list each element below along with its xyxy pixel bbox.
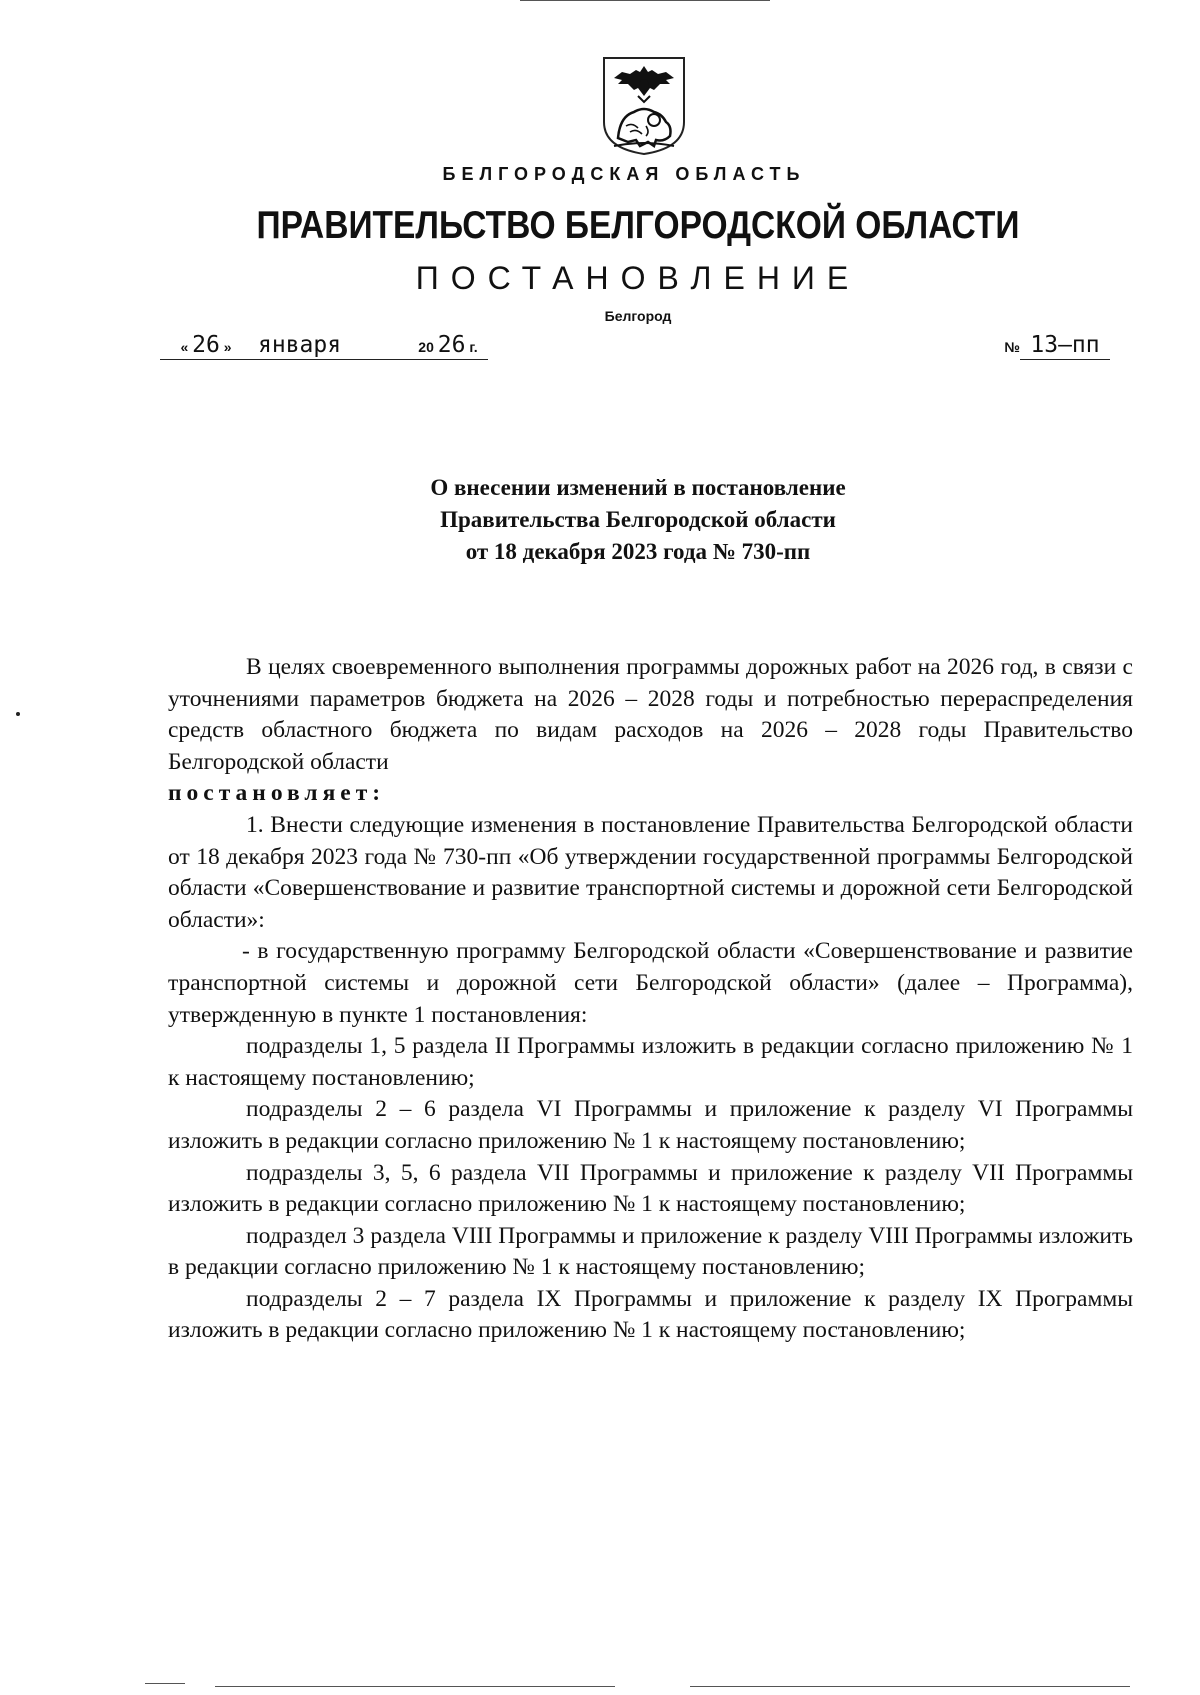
subitem-paragraph: подраздел 3 раздела VIII Программы и приложение к разделу VIII Программы изложить в редакции согласно приложению № 1 к настоящему постановлению; — [168, 1222, 1133, 1281]
subject-line: Правительства Белгородской области — [440, 507, 836, 532]
number-field — [1020, 333, 1110, 360]
date-day: 26 — [192, 332, 220, 358]
preamble-paragraph — [168, 652, 1133, 778]
resolves-line — [168, 778, 1133, 810]
region-label: БЕЛГОРОДСКАЯ ОБЛАСТЬ — [442, 164, 806, 184]
coat-of-arms-icon — [600, 56, 688, 156]
document-number — [1004, 333, 1110, 360]
scan-artifact — [215, 1686, 615, 1687]
subitem-paragraph: подразделы 2 – 7 раздела IX Программы и приложение к разделу IX Программы изложить в редакции согласно приложению № 1 к настоящему постановлению; — [168, 1285, 1133, 1344]
document-date — [160, 333, 488, 360]
subject-line: от 18 декабря 2023 года № 730-пп — [465, 539, 811, 564]
open-quote: « — [180, 339, 189, 355]
scan-speck — [16, 712, 20, 716]
subitem-paragraph: подразделы 1, 5 раздела II Программы изложить в редакции согласно приложению № 1 к настоящему постановлению; — [168, 1033, 1133, 1091]
date-month-field — [252, 333, 408, 360]
scan-artifact — [145, 1683, 185, 1684]
subject-line: О внесении изменений в постановление — [430, 475, 846, 500]
date-day-field — [160, 333, 252, 360]
number-value: 13–пп — [1030, 332, 1100, 358]
preamble-text: В целях своевременного выполнения программы дорожных работ на 2026 год, в связи с уточнениями параметров бюджета на 2026 – 2028 годы и потребностью перераспределения средств областного бюджета по видам расходов на 2026 – 2028 годы Правительство Белгородской области — [168, 654, 1133, 775]
date-year: 26 — [437, 332, 466, 358]
date-century: 20 — [418, 339, 434, 355]
resolves-word: постановляет: — [168, 780, 386, 807]
subitem-paragraph: подразделы 2 – 6 раздела VI Программы и приложение к разделу VI Программы изложить в редакции согласно приложению № 1 к настоящему постановлению; — [168, 1096, 1133, 1154]
number-label: № — [1004, 339, 1020, 355]
date-year-suffix: г. — [469, 339, 478, 355]
document-body — [168, 652, 1133, 1347]
date-year-field — [408, 333, 488, 360]
document-subject — [0, 472, 1200, 568]
city-label: Белгород — [604, 308, 672, 324]
government-title: ПРАВИТЕЛЬСТВО БЕЛГОРОДСКОЙ ОБЛАСТИ — [256, 204, 1020, 247]
subitem-paragraph: подразделы 3, 5, 6 раздела VII Программы и приложение к разделу VII Программы изложить в редакции согласно приложению № 1 к настоящему постановлению; — [168, 1159, 1133, 1218]
item-dash-paragraph: - в государственную программу Белгородской области «Совершенствование и развитие транспортной системы и дорожной сети Белгородской области» (далее – Программа), утвержденную в пункте 1 постановления: — [168, 938, 1133, 1028]
document-type: ПОСТАНОВЛЕНИЕ — [415, 260, 861, 296]
date-line — [160, 333, 1110, 363]
date-month: января — [258, 332, 342, 358]
scan-artifact — [520, 0, 770, 1]
item-paragraph: 1. Внести следующие изменения в постановление Правительства Белгородской области от 18 декабря 2023 года № 730-пп «Об утверждении государственной программы Белгородской области «Совершенствование и развитие транспортной системы и дорожной сети Белгородской области»: — [168, 811, 1133, 933]
scan-artifact — [690, 1686, 1130, 1687]
close-quote: » — [223, 339, 232, 355]
